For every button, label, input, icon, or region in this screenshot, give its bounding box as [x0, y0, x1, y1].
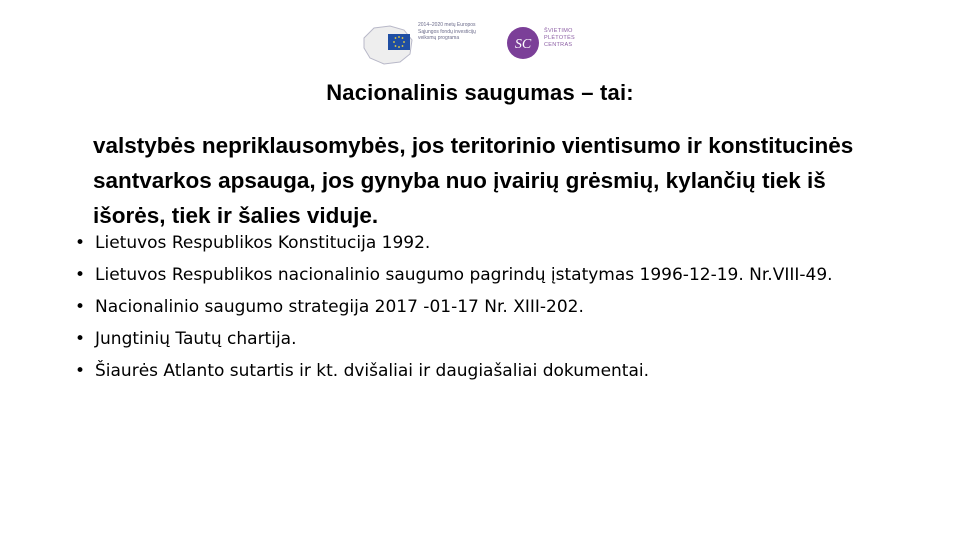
legal-sources-list [75, 233, 895, 382]
list-item [75, 233, 895, 254]
header-logos [360, 18, 600, 72]
bullet: • [75, 361, 86, 381]
list-item-text: Jungtinių Tautų chartija. [95, 329, 297, 349]
svg-text:SC: SC [514, 37, 532, 52]
slide-title: Nacionalinis saugumas – tai: [326, 80, 634, 105]
definition-text: valstybės nepriklausomybės, jos teritorinio vientisumo ir konstitucinės santvarkos apsauga, jos gynyba nuo įvairių grėsmių, kylančių tiek iš išorės, tiek ir šalies viduje. [93, 133, 854, 228]
eu-flag-icon [388, 34, 410, 50]
svietimo-pletotes-centras-logo [506, 24, 600, 68]
list-item-text: Lietuvos Respublikos Konstitucija 1992. [95, 233, 431, 253]
list-item [75, 329, 895, 350]
bullet: • [75, 297, 86, 317]
list-item [75, 361, 895, 382]
bullet: • [75, 265, 86, 285]
eu-logo-caption: 2014–2020 metų Europos Sąjungos fondų investicijų veiksmų programa [418, 22, 476, 41]
sc-emblem-icon [506, 26, 540, 60]
bullet: • [75, 329, 86, 349]
eu-funds-logo [360, 18, 480, 72]
list-item-text: Nacionalinio saugumo strategija 2017 -01-17 Nr. XIII-202. [95, 297, 584, 317]
list-item [75, 265, 895, 286]
list-item [75, 297, 895, 318]
sc-logo-caption: ŠVIETIMO PLĖTOTĖS CENTRAS [544, 28, 576, 48]
list-item-text: Lietuvos Respublikos nacionalinio saugumo pagrindų įstatymas 1996-12-19. Nr.VIII-49. [95, 265, 833, 285]
list-item-text: Šiaurės Atlanto sutartis ir kt. dvišaliai ir daugiašaliai dokumentai. [95, 361, 650, 381]
bullet: • [75, 233, 86, 253]
